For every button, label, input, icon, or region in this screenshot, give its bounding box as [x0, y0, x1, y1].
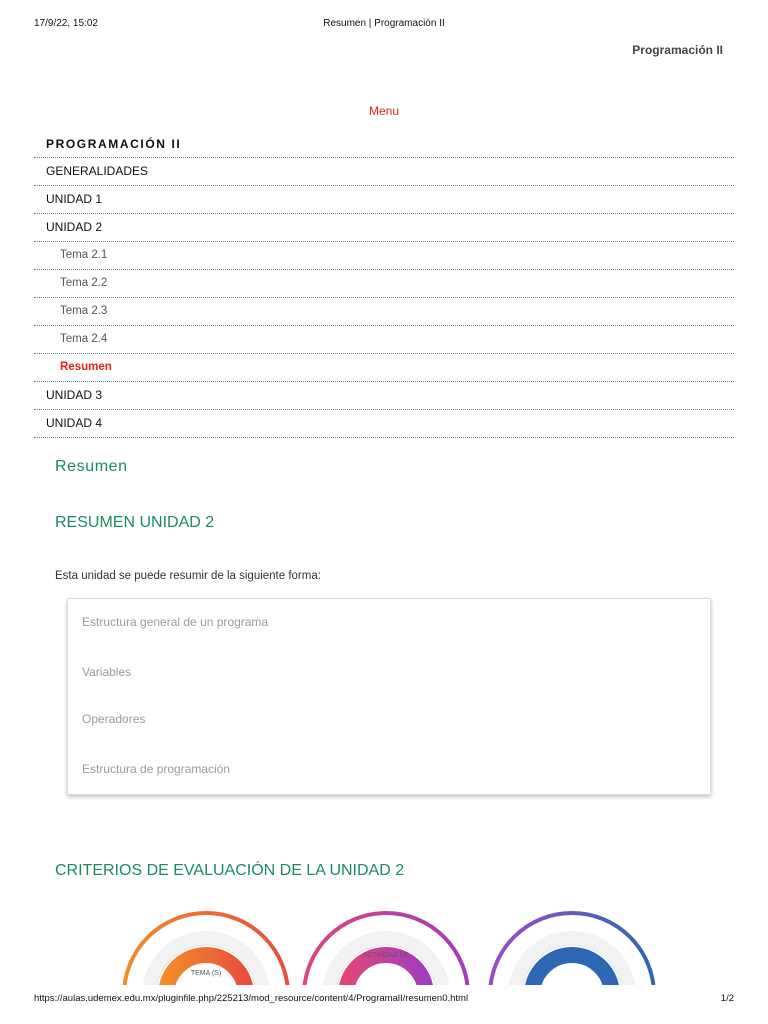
criteria-ring-evaluacion — [490, 913, 654, 985]
nav-item-unidad-2[interactable]: UNIDAD 2 — [34, 214, 734, 242]
nav-item-unidad-4[interactable]: UNIDAD 4 — [34, 410, 734, 438]
evaluation-criteria-diagram — [0, 895, 768, 985]
nav-item-tema-2-2[interactable]: Tema 2.2 — [34, 270, 734, 298]
nav-item-resumen[interactable]: Resumen — [34, 354, 734, 382]
criteria-label-tema: TEMA (S) — [190, 970, 222, 977]
intro-text: Esta unidad se puede resumir de la siguiente forma: — [55, 569, 321, 582]
criteria-label-actividad: ACTIVIDAD DE — [363, 952, 409, 959]
accordion-item-variables[interactable]: Variables — [82, 665, 132, 679]
criteria-ring-tema — [124, 913, 288, 985]
print-page-number: 1/2 — [720, 993, 734, 1004]
site-title[interactable]: Programación II — [632, 43, 723, 57]
criteria-ring-actividad — [304, 913, 468, 985]
nav-header: PROGRAMACIÓN II — [34, 131, 734, 158]
nav-item-tema-2-3[interactable]: Tema 2.3 — [34, 298, 734, 326]
summary-accordion — [67, 598, 711, 795]
print-footer — [34, 993, 734, 1007]
menu-toggle-button[interactable]: Menu — [368, 104, 400, 118]
nav-item-tema-2-4[interactable]: Tema 2.4 — [34, 326, 734, 354]
nav-item-generalidades[interactable]: GENERALIDADES — [34, 158, 734, 186]
nav-item-unidad-3[interactable]: UNIDAD 3 — [34, 382, 734, 410]
criteria-heading: CRITERIOS DE EVALUACIÓN DE LA UNIDAD 2 — [55, 862, 405, 879]
accordion-item-estructura-general[interactable]: Estructura general de un programa — [82, 615, 269, 629]
section-heading: RESUMEN UNIDAD 2 — [55, 514, 215, 531]
nav-item-unidad-1[interactable]: UNIDAD 1 — [34, 186, 734, 214]
page-heading: Resumen — [55, 458, 128, 475]
print-header — [34, 18, 734, 32]
accordion-item-estructura-programacion[interactable]: Estructura de programación — [82, 762, 231, 776]
print-url: https://aulas.udemex.edu.mx/pluginfile.php/225213/mod_resource/content/4/ProgramalI/resumen0.html — [34, 993, 469, 1004]
print-doc-title: Resumen | Programación II — [323, 18, 445, 29]
print-datetime: 17/9/22, 15:02 — [34, 18, 98, 29]
nav-item-tema-2-1[interactable]: Tema 2.1 — [34, 242, 734, 270]
accordion-item-operadores[interactable]: Operadores — [82, 712, 146, 726]
course-navigation — [34, 131, 734, 438]
